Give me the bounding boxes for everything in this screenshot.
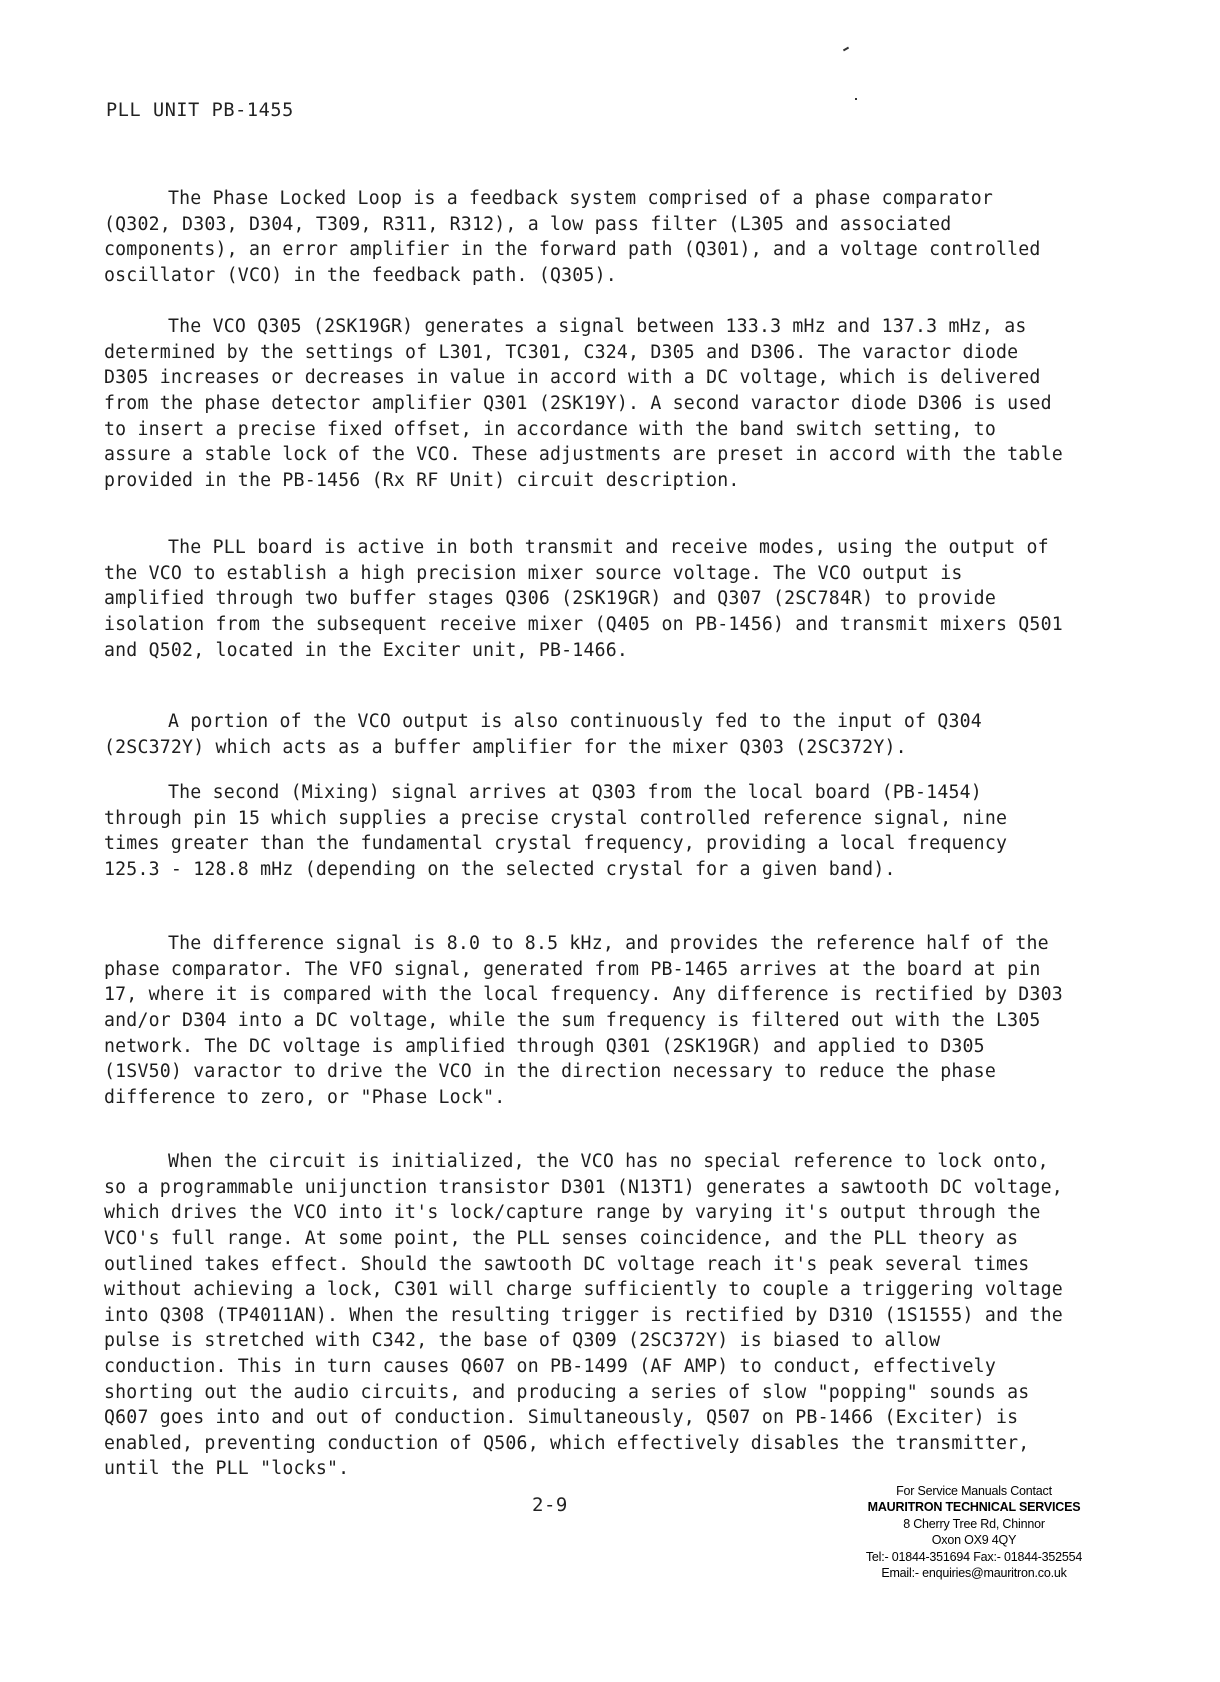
paragraph-initialization: When the circuit is initialized, the VCO has no special reference to lock onto, so a programmable unijunction transistor D301 (N13T1) generates a sawtooth DC voltage, which drives the VCO into it's lock/capture range by varying it's output through the VCO's full range. At some point, the PLL senses coincidence, and the PLL theory as outlined takes effect. Should the sawtooth DC voltage reach it's peak several times without achieving a lock, C301 will charge sufficiently to couple a triggering voltage into Q308 (TP4011AN). When the resulting trigger is rectified by D310 (1S1555) and the pulse is stretched with C342, the base of Q309 (2SC372Y) is biased to allow conduction. This in turn causes Q607 on PB-1499 (AF AMP) to conduct, effectively shorting out the audio circuits, and producing a series of slow "popping" sounds as Q607 goes into and out of conduction. Simultaneously, Q507 on PB-1466 (Exciter) is enabled, preventing conduction of Q506, which effectively disables the transmitter, until the PLL "locks". [104,1151,1063,1480]
contact-phone: Tel:- 01844-351694 Fax:- 01844-352554 [865,1549,1083,1564]
paragraph-pll-overview: The Phase Locked Loop is a feedback system comprised of a phase comparator (Q302, D303, D304, T309, R311, R312), a low pass filter (L305 and associated components), an error amplifier in the forward path (Q301), and a voltage controlled oscillator (VCO) in the feedback path. (Q305). [104,188,1041,286]
contact-address-line: 8 Cherry Tree Rd, Chinnor [903,1516,1045,1531]
contact-email: Email:- enquiries@mauritron.co.uk [881,1566,1067,1581]
contact-line: For Service Manuals Contact [896,1484,1052,1498]
scan-speck [855,98,857,100]
scan-speck [843,47,849,52]
page-number: 2-9 [532,1494,568,1516]
paragraph-pll-board: The PLL board is active in both transmit and receive modes, using the output of the VCO to establish a high precision mixer source voltage. The VCO output is amplified through two buffer stages Q306 (2SK19GR) and Q307 (2SC784R) to provide isolation from the subsequent receive mixer (Q405 on PB-1456) and transmit mixers Q501 and Q502, located in the Exciter unit, PB-1466. [104,537,1063,661]
paragraph-vco-portion: A portion of the VCO output is also continuously fed to the input of Q304 (2SC372Y) which acts as a buffer amplifier for the mixer Q303 (2SC372Y). [104,711,982,758]
paragraph-difference-signal: The difference signal is 8.0 to 8.5 kHz, and provides the reference half of the phase comparator. The VFO signal, generated from PB-1465 arrives at the board at pin 17, where it is compared with the local frequency. Any difference is rectified by D303 and/or D304 into a DC voltage, while the sum frequency is filtered out with the L305 network. The DC voltage is amplified through Q301 (2SK19GR) and applied to D305 (1SV50) varactor to drive the VCO in the direction necessary to reduce the phase difference to zero, or "Phase Lock". [104,933,1063,1108]
contact-address-line: Oxon OX9 4QY [931,1533,1017,1548]
contact-company: MAURITRON TECHNICAL SERVICES [867,1500,1081,1515]
page-header: PLL UNIT PB-1455 [106,100,294,121]
paragraph-mixing-signal: The second (Mixing) signal arrives at Q303 from the local board (PB-1454) through pin 15 which supplies a precise crystal controlled reference signal, nine times greater than the fundamental crystal frequency, providing a local frequency 125.3 - 128.8 mHz (depending on the selected crystal for a given band). [104,782,1008,880]
paragraph-vco: The VCO Q305 (2SK19GR) generates a signal between 133.3 mHz and 137.3 mHz, as determined by the settings of L301, TC301, C324, D305 and D306. The varactor diode D305 increases or decreases in value in accord with a DC voltage, which is delivered from the phase detector amplifier Q301 (2SK19Y). A second varactor diode D306 is used to insert a precise fixed offset, in accordance with the band switch setting, to assure a stable lock of the VCO. These adjustments are preset in accord with the table provided in the PB-1456 (Rx RF Unit) circuit description. [104,316,1063,491]
contact-stamp [848,1483,1100,1581]
